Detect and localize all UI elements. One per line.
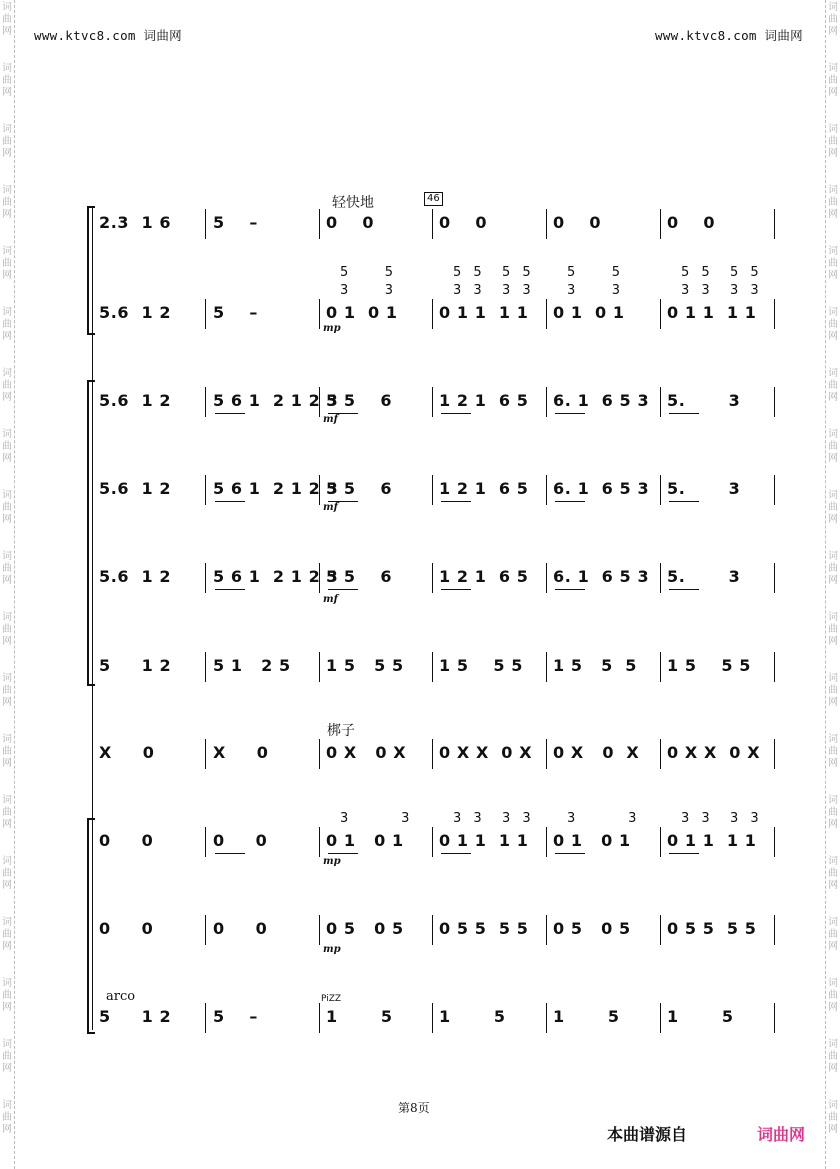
barline: [660, 739, 661, 769]
notation-measure: 5 5 6: [326, 479, 393, 498]
notation-measure: 5 5 6: [326, 391, 393, 410]
barline: [319, 209, 320, 239]
beam-line: [669, 853, 699, 854]
notation-measure: 6. 1 6 5 3: [553, 567, 650, 586]
barline: [774, 563, 775, 593]
notation-measure: 0 X 0 X: [553, 743, 640, 762]
watermark-text: 词 曲 网: [2, 124, 12, 159]
barline: [432, 652, 433, 682]
notation-measure: 0 1 1 1 1: [439, 303, 529, 322]
barline: [774, 739, 775, 769]
brand-link[interactable]: 词曲网: [757, 1125, 806, 1144]
notation-measure: 0 0: [99, 919, 154, 938]
chord-upper-note: 5 5 5 5: [453, 265, 535, 280]
watermark-text: 词 曲 网: [828, 612, 838, 647]
notation-measure: 1 5 5 5: [326, 656, 404, 675]
chord-middle-note: 3 3 3 3: [453, 283, 535, 298]
notation-measure: 5 1 2 5: [213, 656, 291, 675]
watermark-text: 词 曲 网: [2, 673, 12, 708]
watermark-text: 词 曲 网: [2, 63, 12, 98]
barline: [660, 652, 661, 682]
barline: [205, 739, 206, 769]
barline: [774, 209, 775, 239]
notation-measure: 0 0: [439, 213, 488, 232]
watermark-text: 词 曲 网: [2, 307, 12, 342]
watermark-text: 词 曲 网: [828, 124, 838, 159]
watermark-text: 词 曲 网: [828, 795, 838, 830]
barline: [546, 209, 547, 239]
chord-upper-note: 5 5: [340, 265, 398, 280]
barline: [774, 827, 775, 857]
notation-measure: 1 5 5 5: [667, 656, 751, 675]
watermark-text: 词 曲 网: [2, 368, 12, 403]
source-label: 本曲谱源自: [607, 1125, 688, 1144]
notation-measure: 5 1 2: [99, 1007, 172, 1026]
percussion-name: 梆子: [327, 723, 355, 739]
system-line: [92, 206, 93, 1030]
watermark-text: 词 曲 网: [2, 246, 12, 281]
watermark-text: 词 曲 网: [828, 368, 838, 403]
chord-middle-note: 3 3: [567, 283, 625, 298]
barline: [660, 299, 661, 329]
watermark-text: 词 曲 网: [828, 856, 838, 891]
barline: [205, 827, 206, 857]
notation-measure: 1 5: [326, 1007, 393, 1026]
barline: [432, 299, 433, 329]
barline: [660, 915, 661, 945]
chord-upper-note: 5 5 5 5: [681, 265, 763, 280]
watermark-text: 词 曲 网: [828, 673, 838, 708]
notation-measure: 0 1 0 1: [553, 303, 625, 322]
chord-upper-note: 3 3 3 3: [681, 811, 763, 826]
watermark-text: 词 曲 网: [2, 917, 12, 952]
notation-measure: 1 5 5 5: [553, 656, 637, 675]
beam-line: [215, 589, 245, 590]
notation-measure: 0 0: [326, 213, 375, 232]
watermark-text: 词 曲 网: [828, 63, 838, 98]
barline: [319, 652, 320, 682]
barline: [660, 475, 661, 505]
chord-upper-note: 3 3: [340, 811, 414, 826]
beam-line: [555, 501, 585, 502]
notation-measure: X 0: [213, 743, 269, 762]
notation-measure: 0 5 0 5: [553, 919, 631, 938]
notation-measure: 5 6 1 2 1 2 3: [213, 567, 339, 586]
watermark-text: 词 曲 网: [2, 429, 12, 464]
barline: [774, 299, 775, 329]
notation-measure: 5 6 1 2 1 2 3: [213, 479, 339, 498]
dynamic-marking: mf: [323, 502, 338, 513]
notation-measure: 0 1 0 1: [326, 831, 404, 850]
barline: [774, 387, 775, 417]
watermark-text: 词 曲 网: [828, 429, 838, 464]
notation-measure: 5. 3: [667, 479, 741, 498]
barline: [205, 475, 206, 505]
barline: [774, 652, 775, 682]
barline: [546, 915, 547, 945]
notation-measure: 5 –: [213, 1007, 259, 1026]
watermark-text: 词 曲 网: [2, 734, 12, 769]
notation-measure: 5 –: [213, 213, 259, 232]
barline: [319, 299, 320, 329]
site-url-right[interactable]: www.ktvc8.com 词曲网: [655, 28, 803, 43]
notation-measure: 0 0: [213, 919, 268, 938]
chord-upper-note: 3 3 3 3: [453, 811, 535, 826]
watermark-text: 词 曲 网: [828, 734, 838, 769]
barline: [432, 387, 433, 417]
beam-line: [215, 501, 245, 502]
barline: [432, 827, 433, 857]
beam-line: [555, 413, 585, 414]
barline: [205, 1003, 206, 1033]
chord-middle-note: 3 3 3 3: [681, 283, 763, 298]
barline: [546, 827, 547, 857]
barline: [660, 563, 661, 593]
barline: [546, 475, 547, 505]
barline: [546, 652, 547, 682]
dynamic-marking: mf: [323, 414, 338, 425]
site-url-left[interactable]: www.ktvc8.com 词曲网: [34, 28, 182, 43]
notation-measure: 2.3 1 6: [99, 213, 172, 232]
beam-line: [441, 501, 471, 502]
watermark-text: 词 曲 网: [828, 246, 838, 281]
barline: [319, 827, 320, 857]
notation-measure: 5.6 1 2: [99, 303, 172, 322]
beam-line: [328, 853, 358, 854]
notation-measure: 6. 1 6 5 3: [553, 391, 650, 410]
watermark-text: 词 曲 网: [828, 978, 838, 1013]
notation-measure: 0 X 0 X: [326, 743, 407, 762]
notation-measure: 0 1 0 1: [326, 303, 398, 322]
beam-line: [555, 853, 585, 854]
watermark-text: 词 曲 网: [2, 490, 12, 525]
beam-line: [328, 589, 358, 590]
notation-measure: 1 2 1 6 5: [439, 567, 529, 586]
watermark-text: 词 曲 网: [2, 2, 12, 37]
beam-line: [669, 589, 699, 590]
barline: [432, 739, 433, 769]
notation-measure: 0 5 0 5: [326, 919, 404, 938]
barline: [205, 209, 206, 239]
watermark-text: 词 曲 网: [2, 795, 12, 830]
notation-measure: 0 1 1 1 1: [439, 831, 529, 850]
beam-line: [441, 853, 471, 854]
chord-upper-note: 5 5: [567, 265, 625, 280]
barline: [546, 739, 547, 769]
notation-measure: 0 0: [553, 213, 602, 232]
barline: [432, 915, 433, 945]
beam-line: [669, 501, 699, 502]
barline: [205, 299, 206, 329]
watermark-text: 词 曲 网: [828, 185, 838, 220]
beam-line: [441, 413, 471, 414]
barline: [546, 563, 547, 593]
watermark-text: 词 曲 网: [828, 307, 838, 342]
watermark-text: 词 曲 网: [2, 1039, 12, 1074]
notation-measure: 1 5: [439, 1007, 506, 1026]
notation-measure: 0 X X 0 X: [439, 743, 533, 762]
barline: [319, 915, 320, 945]
barline: [432, 1003, 433, 1033]
barline: [432, 209, 433, 239]
dynamic-marking: mp: [323, 323, 341, 334]
notation-measure: 5. 3: [667, 391, 741, 410]
rehearsal-mark: 46: [424, 192, 443, 206]
barline: [546, 387, 547, 417]
watermark-text: 词 曲 网: [828, 490, 838, 525]
barline: [774, 475, 775, 505]
barline: [205, 915, 206, 945]
beam-line: [669, 413, 699, 414]
watermark-text: 词 曲 网: [828, 551, 838, 586]
watermark-text: 词 曲 网: [828, 917, 838, 952]
brace-bottom: [87, 818, 95, 1034]
notation-measure: 0 5 5 5 5: [439, 919, 529, 938]
chord-middle-note: 3 3: [340, 283, 398, 298]
beam-line: [215, 413, 245, 414]
barline: [546, 299, 547, 329]
watermark-text: 词 曲 网: [2, 978, 12, 1013]
notation-measure: 0 0: [99, 831, 154, 850]
notation-measure: 1 2 1 6 5: [439, 391, 529, 410]
notation-measure: 5 1 2: [99, 656, 172, 675]
notation-measure: 6. 1 6 5 3: [553, 479, 650, 498]
notation-measure: 5 5 6: [326, 567, 393, 586]
tempo-marking: 轻快地: [332, 195, 374, 211]
watermark-text: 词 曲 网: [2, 612, 12, 647]
barline: [205, 387, 206, 417]
barline: [660, 209, 661, 239]
beam-line: [441, 589, 471, 590]
watermark-text: 词 曲 网: [2, 551, 12, 586]
notation-measure: 0 1 1 1 1: [667, 303, 757, 322]
watermark-text: 词 曲 网: [2, 856, 12, 891]
notation-measure: 5 6 1 2 1 2 3: [213, 391, 339, 410]
page-number: 第8页: [398, 1101, 430, 1115]
notation-measure: 1 5 5 5: [439, 656, 523, 675]
dynamic-marking: mp: [323, 944, 341, 955]
notation-measure: 0 1 0 1: [553, 831, 631, 850]
watermark-text: 词 曲 网: [2, 185, 12, 220]
barline: [774, 1003, 775, 1033]
notation-measure: 0 0: [667, 213, 716, 232]
notation-measure: X 0: [99, 743, 155, 762]
notation-measure: 0 1 1 1 1: [667, 831, 757, 850]
pizz-marking: PiZZ: [321, 994, 342, 1004]
dynamic-marking: mf: [323, 594, 338, 605]
barline: [546, 1003, 547, 1033]
arco-marking: arco: [106, 989, 136, 1004]
barline: [660, 827, 661, 857]
barline: [205, 563, 206, 593]
notation-measure: 1 5: [667, 1007, 734, 1026]
barline: [319, 1003, 320, 1033]
notation-measure: 5.6 1 2: [99, 479, 172, 498]
chord-upper-note: 3 3: [567, 811, 641, 826]
notation-measure: 1 2 1 6 5: [439, 479, 529, 498]
notation-measure: 0 5 5 5 5: [667, 919, 757, 938]
dynamic-marking: mp: [323, 856, 341, 867]
barline: [205, 652, 206, 682]
beam-line: [215, 853, 245, 854]
barline: [660, 387, 661, 417]
notation-measure: 0 X X 0 X: [667, 743, 761, 762]
watermark-text: 词 曲 网: [2, 1100, 12, 1135]
barline: [319, 739, 320, 769]
brace-middle: [87, 380, 95, 686]
barline: [660, 1003, 661, 1033]
notation-measure: 5. 3: [667, 567, 741, 586]
notation-measure: 5 –: [213, 303, 259, 322]
notation-measure: 5.6 1 2: [99, 391, 172, 410]
barline: [774, 915, 775, 945]
beam-line: [555, 589, 585, 590]
notation-measure: 0 0: [213, 831, 268, 850]
notation-measure: 1 5: [553, 1007, 620, 1026]
watermark-text: 词 曲 网: [828, 1039, 838, 1074]
watermark-text: 词 曲 网: [828, 1100, 838, 1135]
brace-top: [87, 206, 95, 335]
watermark-text: 词 曲 网: [828, 2, 838, 37]
barline: [432, 475, 433, 505]
notation-measure: 5.6 1 2: [99, 567, 172, 586]
barline: [432, 563, 433, 593]
